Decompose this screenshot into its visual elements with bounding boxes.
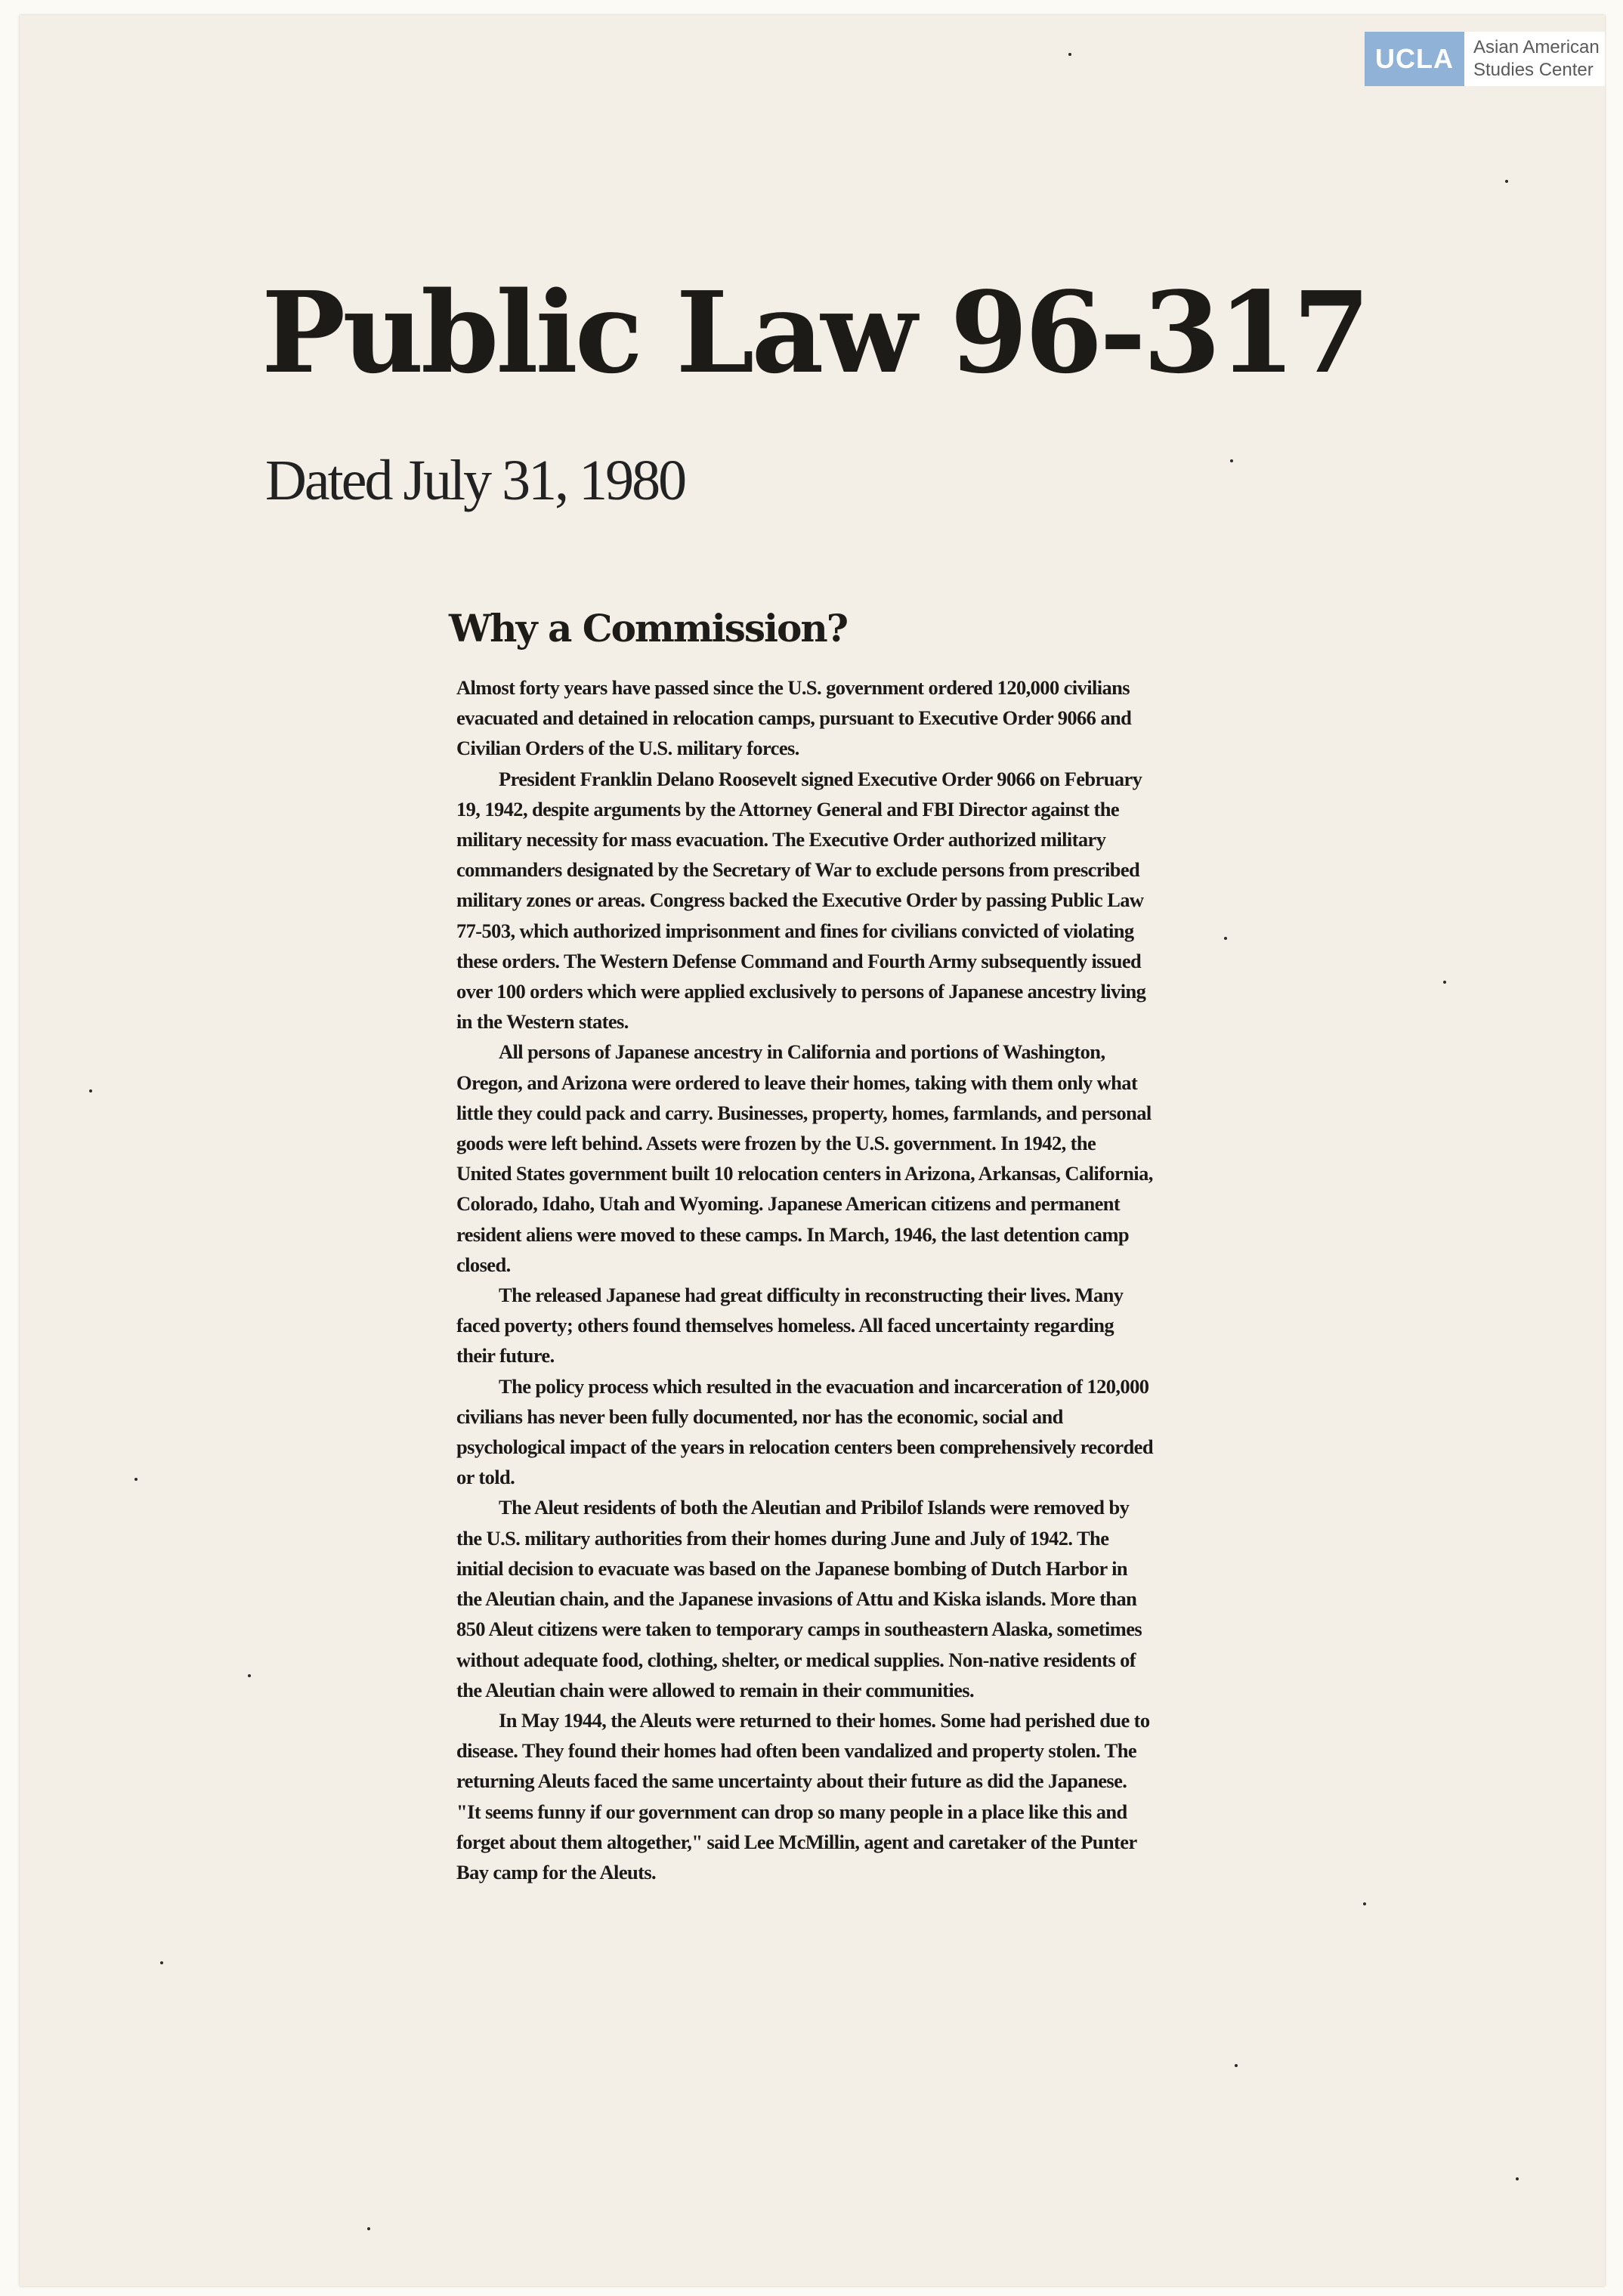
document-date: Dated July 31, 1980: [265, 449, 685, 512]
paper-speck: [134, 1478, 138, 1481]
paper-speck: [1363, 1902, 1366, 1905]
article-body: [456, 672, 1155, 1887]
paper-speck: [367, 2227, 370, 2230]
paper-speck: [248, 1674, 251, 1677]
paper-speck: [1516, 2177, 1519, 2180]
section-heading: Why a Commission?: [449, 606, 848, 650]
paragraph-4: The released Japanese had great difficulty in reconstructing their lives. Many faced poverty; others found themselves homeless. All faced uncertainty regarding their future.: [456, 1284, 1124, 1367]
paper-speck: [160, 1961, 163, 1964]
paragraph-1: Almost forty years have passed since the U.S. government ordered 120,000 civilians evacuated and detained in relocation camps, pursuant to Executive Order 9066 and Civilian Orders of the U.S. military forces.: [456, 676, 1132, 760]
paper-speck: [1224, 937, 1227, 940]
paragraph-6: The Aleut residents of both the Aleutian and Pribilof Islands were removed by the U.S. military authorities from their homes during June and July of 1942. The initial decision to evacuate was based on the Japanese bombing of Dutch Harbor in the Aleutian chain, and the Japanese invasions of Attu and Kiska islands. More than 850 Aleut citizens were taken to temporary camps in southeastern Alaska, sometimes without adequate food, clothing, shelter, or medical supplies. Non-native residents of the Aleutian chain were allowed to remain in their communities.: [456, 1496, 1142, 1701]
ucla-logo: UCLA: [1365, 32, 1464, 86]
center-name-line-2: Studies Center: [1473, 60, 1594, 80]
paper-speck: [1505, 180, 1508, 183]
document-title: Public Law 96-317: [261, 267, 1368, 398]
paragraph-5: The policy process which resulted in the evacuation and incarceration of 120,000 civilians has never been fully documented, nor has the economic, social and psychological impact of the years in relocation centers been comprehensively recorded or told.: [456, 1374, 1153, 1489]
paragraph-3: All persons of Japanese ancestry in California and portions of Washington, Oregon, and Arizona were ordered to leave their homes, taking with them only what little they could pack and carry. Businesses, property, homes, farmlands, and personal goods were left behind. Assets were frozen by the U.S. government. In 1942, the United States government built 10 relocation centers in Arizona, Arkansas, California, Colorado, Idaho, Utah and Wyoming. Japanese American citizens and permanent resident aliens were moved to these camps. In March, 1946, the last detention camp closed.: [456, 1040, 1153, 1276]
paper-speck: [89, 1089, 92, 1092]
paper-speck: [1230, 459, 1233, 462]
center-name-line-1: Asian American: [1473, 37, 1600, 57]
paragraph-2: President Franklin Delano Roosevelt signed Executive Order 9066 on February 19, 1942, despite arguments by the Attorney General and FBI Director against the military necessity for mass evacuation. The Executive Order authorized military commanders designated by the Secretary of War to exclude persons from prescribed military zones or areas. Congress backed the Executive Order by passing Public Law 77-503, which authorized imprisonment and fines for civilians convicted of violating these orders. The Western Defense Command and Fourth Army subsequently issued over 100 orders which were applied exclusively to persons of Japanese ancestry living in the Western states.: [456, 767, 1146, 1034]
document-page: [20, 15, 1605, 2286]
center-name: [1464, 36, 1600, 82]
paper-speck: [1443, 981, 1446, 984]
paper-speck: [1235, 2064, 1238, 2067]
paragraph-7: In May 1944, the Aleuts were returned to their homes. Some had perished due to disease. They found their homes had often been vandalized and property stolen. The returning Aleuts faced the same uncertainty about their future as did the Japanese. "It seems funny if our government can drop so many people in a place like this and forget about them altogether," said Lee McMillin, agent and caretaker of the Punter Bay camp for the Aleuts.: [456, 1708, 1150, 1883]
paper-speck: [1068, 53, 1071, 56]
ucla-aasc-badge: [1365, 32, 1605, 86]
